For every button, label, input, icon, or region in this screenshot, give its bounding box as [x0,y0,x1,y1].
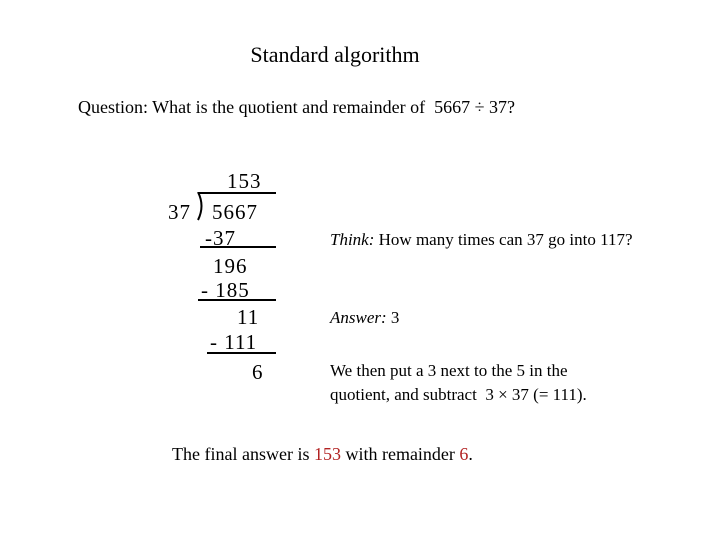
final-remainder-value: 6 [459,444,469,464]
step-rule-1 [200,246,276,248]
final-quotient: 153 [313,444,341,464]
division-bar [198,192,276,194]
think-label: Think: [330,230,375,249]
question-text: Question: What is the quotient and remainder of 5667 ÷ 37? [78,97,515,117]
page-title: Standard algorithm [250,42,420,67]
subtract-step-2: - 185 [201,278,250,302]
final-middle: with remainder [340,444,460,464]
step-rule-2 [198,299,276,301]
dividend: 5667 [212,200,258,224]
final-remainder: 6 [252,360,264,384]
answer-text: 3 [386,308,400,327]
step-rule-3 [207,352,276,354]
final-answer [172,445,473,463]
remainder-step-2: 11 [237,305,260,329]
explanation-line-2: quotient, and subtract 3 × 37 (= 111). [330,385,587,404]
divisor: 37 [168,200,191,224]
explanation-line-1: We then put a 3 next to the 5 in the [330,361,568,380]
division-bracket [196,192,206,222]
final-suffix: . [468,444,473,464]
quotient: 153 [227,169,262,193]
think-text: How many times can 37 go into 117? [374,230,633,249]
subtract-step-3: - 111 [210,330,258,354]
think-line [330,231,633,248]
subtract-step-1: -37 [205,226,236,250]
final-prefix: The final answer is [172,444,314,464]
answer-label: Answer: [330,308,387,327]
answer-line [330,309,399,326]
remainder-step-1: 196 [213,254,248,278]
